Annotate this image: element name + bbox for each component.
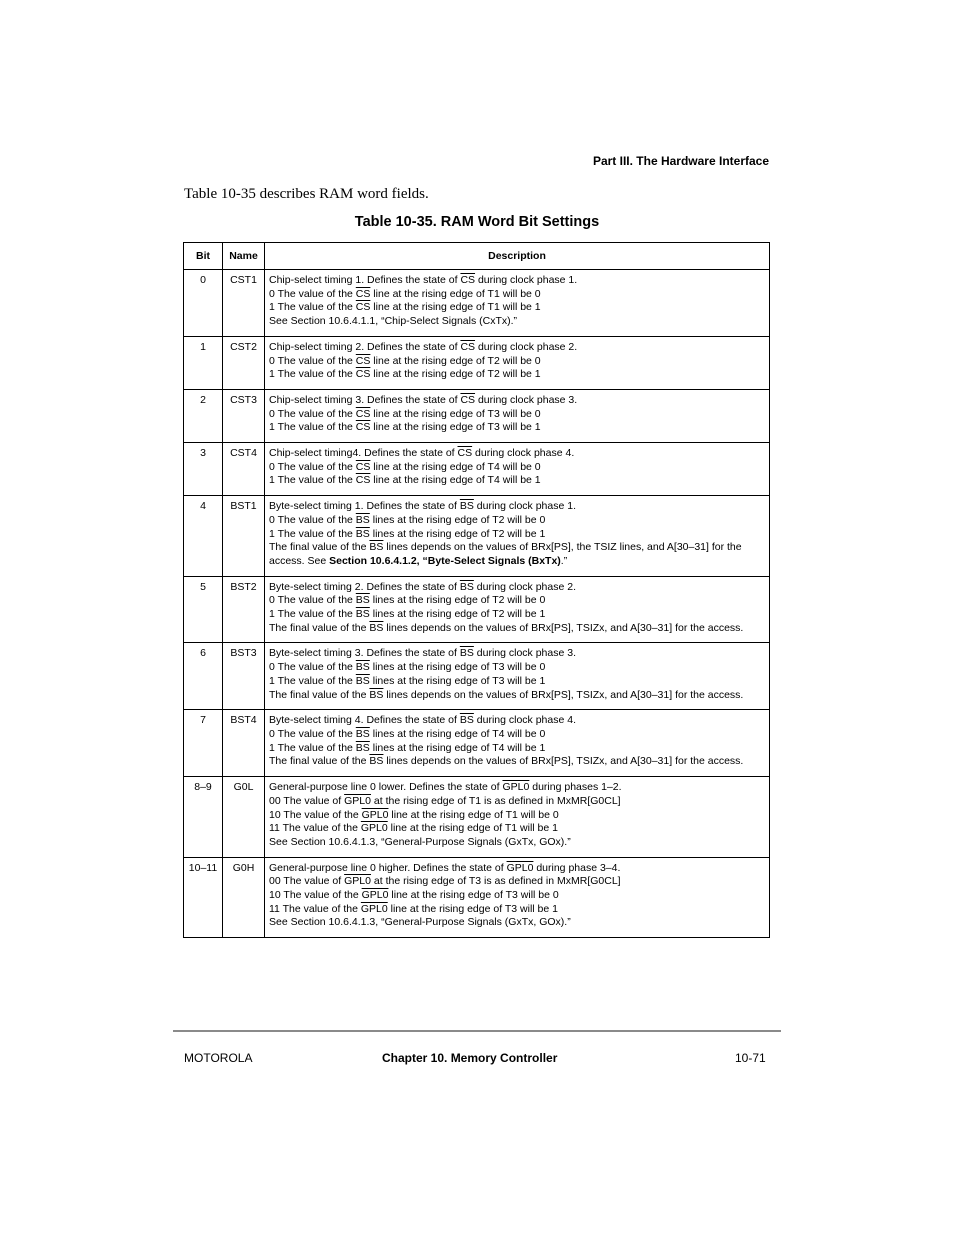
text-segment: lines depends on the values of BRx[PS], TSIZx, and A[30–31] for the access. <box>383 688 744 701</box>
active-low-signal: GPL0 <box>360 822 388 835</box>
description-line <box>269 500 765 514</box>
description-line <box>269 447 765 461</box>
active-low-signal: $\overline{CS}$ <box>355 354 371 367</box>
active-low-signal: $\overline{CS}$ <box>460 274 476 286</box>
description-line <box>269 301 765 315</box>
description-line <box>269 461 765 475</box>
text-segment: The final value of the <box>269 621 370 634</box>
text-segment: line at the rising edge of T1 will be 1 <box>370 301 541 314</box>
text-segment: line at the rising edge of T3 will be 1 <box>387 902 558 915</box>
text-segment: See Section 10.6.4.1.3, “General-Purpose Signals (GxTx, GOx).” <box>269 835 571 848</box>
description-line <box>269 274 765 288</box>
text-segment: 0 The value of the <box>269 727 356 740</box>
active-low-signal: $\overline{CS}$ <box>355 287 371 300</box>
cell-name: CST4 <box>223 443 265 496</box>
table-row <box>184 857 770 938</box>
description-line <box>269 514 765 528</box>
cell-name: CST1 <box>223 270 265 337</box>
cell-bit: 2 <box>184 389 223 442</box>
description-line <box>269 315 765 329</box>
description-line <box>269 742 765 756</box>
description-line <box>269 647 765 661</box>
text-segment: lines at the rising edge of T3 will be 0 <box>369 661 546 674</box>
text-segment: Byte-select timing 2. Defines the state of <box>269 580 460 593</box>
section-reference: Section 10.6.4.1.2, “Byte-Select Signals (BxTx) <box>329 554 561 567</box>
description-line <box>269 728 765 742</box>
text-segment: General-purpose line 0 lower. Defines the state of <box>269 781 503 794</box>
text-segment: lines at the rising edge of T2 will be 0 <box>369 594 546 607</box>
description-line <box>269 675 765 689</box>
description-line <box>269 795 765 809</box>
text-segment: 0 The value of the <box>269 513 356 526</box>
description-line <box>269 355 765 369</box>
text-segment: during clock phase 2. <box>475 340 578 353</box>
text-segment: line at the rising edge of T3 will be 1 <box>370 421 541 434</box>
text-segment: line at the rising edge of T2 will be 0 <box>370 354 541 367</box>
description-line <box>269 581 765 595</box>
active-low-signal: $\overline{BS}$ <box>459 714 474 727</box>
text-segment: lines depends on the values of BRx[PS], TSIZx, and A[30–31] for the access. <box>383 621 744 634</box>
active-low-signal: $\overline{BS}$ <box>355 513 370 526</box>
text-segment: 1 The value of the <box>269 474 356 487</box>
ram-word-table <box>183 242 770 938</box>
description-line <box>269 474 765 488</box>
active-low-signal: $\overline{BS}$ <box>459 647 474 660</box>
text-segment: during phase 3–4. <box>533 861 621 874</box>
text-segment: The final value of the <box>269 755 370 768</box>
active-low-signal: $\overline{CS}$ <box>460 393 476 406</box>
text-segment: See Section 10.6.4.1.1, “Chip-Select Signals (CxTx).” <box>269 315 518 328</box>
active-low-signal: GPL0 <box>361 808 389 821</box>
active-low-signal: $\overline{BS}$ <box>355 608 370 621</box>
text-segment: line at the rising edge of T4 will be 0 <box>370 460 541 473</box>
text-segment: line at the rising edge of T4 will be 1 <box>370 474 541 487</box>
description-line <box>269 781 765 795</box>
text-segment: 1 The value of the <box>269 741 356 754</box>
cell-name: BST3 <box>223 643 265 710</box>
active-low-signal: $\overline{CS}$ <box>355 474 371 487</box>
description-line <box>269 608 765 622</box>
cell-name: CST3 <box>223 389 265 442</box>
text-segment: 1 The value of the <box>269 527 356 540</box>
text-segment: General-purpose line 0 higher. Defines the state of <box>269 861 507 874</box>
text-segment: line at the rising edge of T1 will be 0 <box>388 808 559 821</box>
cell-name: CST2 <box>223 336 265 389</box>
text-segment: lines at the rising edge of T2 will be 0 <box>369 513 546 526</box>
text-segment: lines depends on the values of BRx[PS], TSIZx, and A[30–31] for the access. <box>383 755 744 768</box>
text-segment: Chip-select timing 2. Defines the state of <box>269 340 461 353</box>
active-low-signal: $\overline{BS}$ <box>369 688 384 701</box>
active-low-signal: $\overline{BS}$ <box>369 541 384 554</box>
text-segment: Byte-select timing 3. Defines the state of <box>269 647 460 660</box>
description-line <box>269 809 765 823</box>
cell-description <box>265 777 770 858</box>
text-segment: lines at the rising edge of T2 will be 1 <box>369 608 546 621</box>
cell-bit: 1 <box>184 336 223 389</box>
table-row <box>184 777 770 858</box>
footer-rule <box>173 1030 781 1032</box>
table-caption: Table 10-35. RAM Word Bit Settings <box>354 214 600 230</box>
description-line <box>269 368 765 382</box>
cell-bit: 0 <box>184 270 223 337</box>
active-low-signal: $\overline{CS}$ <box>460 340 476 353</box>
table-row <box>184 443 770 496</box>
text-segment: during clock phase 1. <box>475 274 578 286</box>
active-low-signal: $\overline{BS}$ <box>355 674 370 687</box>
text-segment: during clock phase 4. <box>472 447 575 460</box>
description-line <box>269 689 765 703</box>
description-line <box>269 916 765 930</box>
header-description: Description <box>265 243 770 270</box>
table-header-row <box>184 243 770 270</box>
header-bit: Bit <box>184 243 223 270</box>
description-line <box>269 661 765 675</box>
description-line <box>269 862 765 876</box>
text-segment: 11 The value of the <box>269 822 361 835</box>
text-segment: during clock phase 3. <box>473 647 577 660</box>
text-segment: lines depends on the values of BRx[PS], the TSIZ lines, and A[30–31] for the access. See <box>269 541 742 567</box>
text-segment: 0 The value of the <box>269 407 356 420</box>
active-low-signal: $\overline{BS}$ <box>355 741 370 754</box>
text-segment: during phases 1–2. <box>529 781 622 794</box>
text-segment: See Section 10.6.4.1.3, “General-Purpose Signals (GxTx, GOx).” <box>269 916 571 929</box>
text-segment: Chip-select timing 1. Defines the state of <box>269 274 461 286</box>
cell-bit: 3 <box>184 443 223 496</box>
cell-bit: 4 <box>184 496 223 577</box>
cell-name: G0L <box>223 777 265 858</box>
active-low-signal: $\overline{BS}$ <box>355 727 370 740</box>
table-row <box>184 496 770 577</box>
description-line <box>269 288 765 302</box>
text-segment: during clock phase 4. <box>473 714 577 727</box>
cell-bit: 5 <box>184 576 223 643</box>
description-line <box>269 875 765 889</box>
active-low-signal: $\overline{BS}$ <box>459 580 474 593</box>
text-segment: line at the rising edge of T3 will be 0 <box>388 889 559 902</box>
text-segment: 0 The value of the <box>269 661 356 674</box>
text-segment: 0 The value of the <box>269 594 356 607</box>
cell-description <box>265 389 770 442</box>
text-segment: 10 The value of the <box>269 889 362 902</box>
text-segment: 1 The value of the <box>269 674 356 687</box>
text-segment: lines at the rising edge of T4 will be 0 <box>369 727 546 740</box>
cell-description <box>265 643 770 710</box>
table-row <box>184 336 770 389</box>
cell-bit: 7 <box>184 710 223 777</box>
active-low-signal: $\overline{BS}$ <box>355 661 370 674</box>
text-segment: 1 The value of the <box>269 368 356 381</box>
cell-name: BST2 <box>223 576 265 643</box>
text-segment: 11 The value of the <box>269 902 361 915</box>
text-segment: Chip-select timing 3. Defines the state of <box>269 393 461 406</box>
text-segment: lines at the rising edge of T2 will be 1 <box>369 527 546 540</box>
active-low-signal: $\overline{CS}$ <box>355 421 371 434</box>
text-segment: at the rising edge of T3 is as defined in MxMR[G0CL] <box>370 875 621 888</box>
text-segment: 10 The value of the <box>269 808 362 821</box>
text-segment: 0 The value of the <box>269 460 356 473</box>
active-low-signal: $\overline{BS}$ <box>369 755 384 768</box>
text-segment: line at the rising edge of T1 will be 0 <box>370 287 541 300</box>
text-segment: .” <box>560 554 568 567</box>
intro-paragraph: Table 10-35 describes RAM word fields. <box>184 186 429 202</box>
text-segment: at the rising edge of T1 is as defined in MxMR[G0CL] <box>370 794 621 807</box>
cell-description <box>265 857 770 938</box>
active-low-signal: $\overline{CS}$ <box>457 447 473 460</box>
header-name: Name <box>223 243 265 270</box>
active-low-signal: GPL0 <box>360 902 388 915</box>
text-segment: The final value of the <box>269 541 370 554</box>
active-low-signal: GPL0 <box>344 794 371 807</box>
active-low-signal: $\overline{CS}$ <box>355 368 371 381</box>
cell-description <box>265 336 770 389</box>
description-line <box>269 341 765 355</box>
description-line <box>269 421 765 435</box>
description-line <box>269 394 765 408</box>
description-line <box>269 903 765 917</box>
cell-bit: 8–9 <box>184 777 223 858</box>
cell-bit: 6 <box>184 643 223 710</box>
table-row <box>184 710 770 777</box>
description-line <box>269 836 765 850</box>
active-low-signal: $\overline{BS}$ <box>369 621 384 634</box>
cell-name: G0H <box>223 857 265 938</box>
text-segment: during clock phase 3. <box>475 393 578 406</box>
active-low-signal: GPL0 <box>502 781 530 794</box>
text-segment: The final value of the <box>269 688 370 701</box>
description-line <box>269 594 765 608</box>
cell-description <box>265 443 770 496</box>
table-row <box>184 389 770 442</box>
table-row <box>184 576 770 643</box>
active-low-signal: GPL0 <box>506 861 534 874</box>
text-segment: line at the rising edge of T3 will be 0 <box>370 407 541 420</box>
description-line <box>269 622 765 636</box>
text-segment: 1 The value of the <box>269 608 356 621</box>
text-segment: lines at the rising edge of T4 will be 1 <box>369 741 546 754</box>
text-segment: 00 The value of <box>269 875 345 888</box>
footer-company: MOTOROLA <box>184 1051 253 1065</box>
description-line <box>269 528 765 542</box>
cell-description <box>265 270 770 337</box>
footer-page-number: 10-71 <box>735 1051 766 1065</box>
text-segment: 0 The value of the <box>269 354 356 367</box>
text-segment: line at the rising edge of T2 will be 1 <box>370 368 541 381</box>
text-segment: lines at the rising edge of T3 will be 1 <box>369 674 546 687</box>
text-segment: during clock phase 2. <box>473 580 577 593</box>
cell-name: BST1 <box>223 496 265 577</box>
cell-description <box>265 710 770 777</box>
cell-description <box>265 576 770 643</box>
active-low-signal: GPL0 <box>344 875 371 888</box>
text-segment: 1 The value of the <box>269 421 356 434</box>
running-header: Part III. The Hardware Interface <box>592 154 769 168</box>
cell-bit: 10–11 <box>184 857 223 938</box>
description-line <box>269 541 765 568</box>
active-low-signal: $\overline{CS}$ <box>355 460 371 473</box>
active-low-signal: $\overline{BS}$ <box>355 527 370 540</box>
footer-chapter: Chapter 10. Memory Controller <box>382 1051 558 1065</box>
active-low-signal: $\overline{CS}$ <box>355 407 371 420</box>
active-low-signal: GPL0 <box>361 889 389 902</box>
text-segment: Chip-select timing4. Defines the state of <box>269 447 458 460</box>
active-low-signal: $\overline{BS}$ <box>355 594 370 607</box>
description-line <box>269 822 765 836</box>
text-segment: 0 The value of the <box>269 287 356 300</box>
description-line <box>269 714 765 728</box>
active-low-signal: $\overline{BS}$ <box>459 500 474 513</box>
description-line <box>269 755 765 769</box>
text-segment: line at the rising edge of T1 will be 1 <box>387 822 558 835</box>
text-segment: during clock phase 1. <box>473 500 577 513</box>
description-line <box>269 889 765 903</box>
active-low-signal: $\overline{CS}$ <box>355 301 371 314</box>
table-row <box>184 270 770 337</box>
text-segment: 00 The value of <box>269 794 345 807</box>
text-segment: 1 The value of the <box>269 301 356 314</box>
table-row <box>184 643 770 710</box>
description-line <box>269 408 765 422</box>
cell-name: BST4 <box>223 710 265 777</box>
text-segment: Byte-select timing 4. Defines the state of <box>269 714 460 727</box>
cell-description <box>265 496 770 577</box>
text-segment: Byte-select timing 1. Defines the state of <box>269 500 460 513</box>
